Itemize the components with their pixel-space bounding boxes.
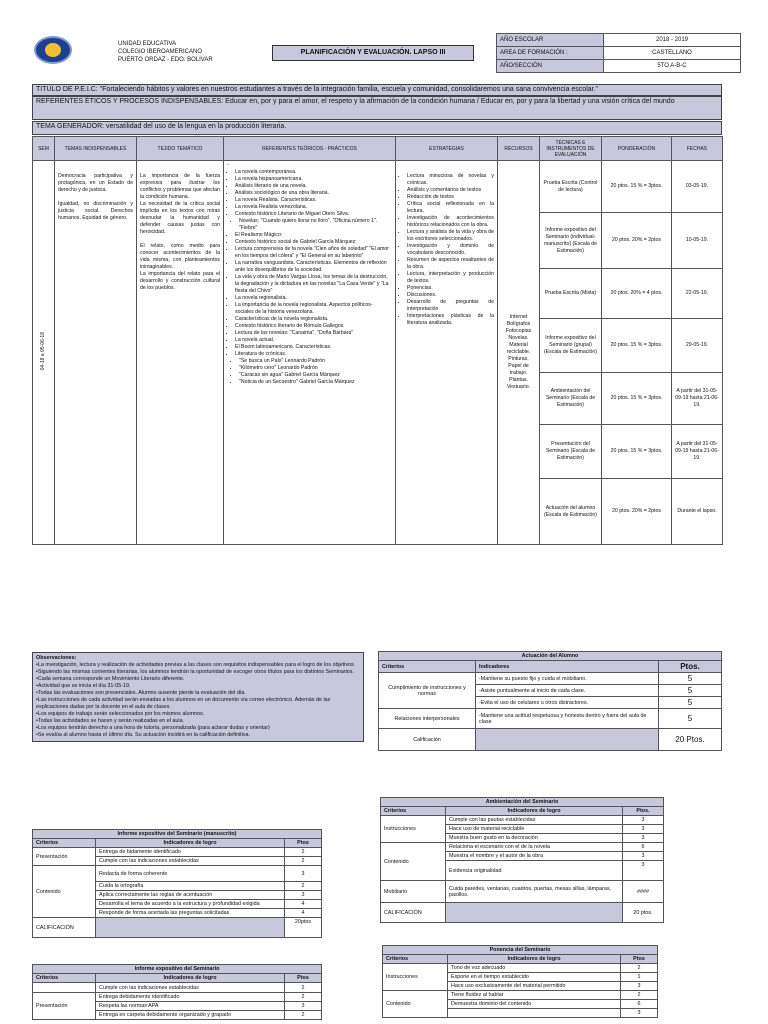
estrategia-item: • Crítica social reflexionada en la lectura. — [407, 201, 494, 215]
observacion-item: •La investigación, lectura y realización de actividades previas a las clases son requisitos indispensables para el logro de los objetivos. — [36, 662, 356, 668]
rubric-indicator: -Mantiene una actitud respetuosa y honesta dentro y fuera del aula de clase — [476, 709, 659, 729]
observaciones-title: Observaciones: — [36, 655, 77, 661]
rubric-empty — [476, 729, 659, 751]
observacion-item: •Todas las evaluaciones son presenciales. Alumno ausente pierde la evaluación del día. — [36, 690, 246, 696]
recursos-cell: Internet Bolígrafos Fotocopias Novelas. Material reciclable. Pinturas. Papel de trabajo. Plantas. Vestuario. — [498, 161, 540, 545]
rubric-criterion — [33, 983, 96, 993]
ambientacion-rubric — [380, 797, 664, 923]
rubric-col: Ptos. — [659, 661, 722, 673]
rubric-col: Indicadores de logro — [96, 974, 285, 983]
rubric-indicator: Entrega debidamente identificado — [96, 993, 285, 1002]
rubric-col: Criterios — [383, 955, 448, 964]
teorico-item: • La novela Realista venezolana. — [235, 204, 392, 211]
info-key: AREA DE FORMACIÓN : — [497, 47, 604, 60]
peic-band: TITULO DE P.E.I.C: "Fortaleciendo hábitos y valores en nuestros estudiantes a través de la integración familia, escuela y comunidad, consolidaremos una sana convivencia escolar." — [32, 84, 722, 96]
teorico-subitem: • "Noticia de un Secuestro" Gabriel García Márquez — [239, 379, 392, 386]
rubric-points: 2 — [621, 991, 658, 1000]
rubric-title: Actuación del Alumno — [379, 652, 722, 661]
col-header: ESTRATEGIAS — [396, 137, 498, 161]
rubric-points: 2 — [285, 857, 322, 866]
rubric-total: 20 ptos. — [623, 903, 664, 923]
teorico-item: • Contexto histórico Literario de Miguel Otero Silva. — [235, 211, 392, 218]
teorico-item: • Análisis literario de una novela. — [235, 183, 392, 190]
rubric-col: Criterios — [33, 839, 96, 848]
teorico-item: • Análisis sociológico de una obra literaria. — [235, 190, 392, 197]
teorico-item: • El Realismo Mágico: — [235, 232, 392, 239]
info-value: 5TO A-B-C — [604, 60, 741, 73]
rubric-criterion: Cumplimiento de instrucciones y normas — [379, 673, 476, 709]
col-header: SEM — [33, 137, 55, 161]
teorico-item: • La novela Realista. Características. — [235, 197, 392, 204]
rubric-indicator — [448, 1009, 621, 1018]
eval-date: 29-05-19. — [672, 319, 723, 373]
temas-cell — [55, 161, 137, 545]
manuscrito-rubric — [32, 829, 322, 938]
rubric-indicator: Desarrolla el tema de acuerdo a la estructura y profundidad exigida — [96, 900, 285, 909]
teorico-subitem: • Novelas: "Cuando quiero llorar no lloro", "Oficina número 1". "Fiebre" — [239, 218, 392, 232]
rubric-indicator: Muestra el nombre y el autor de la obra — [446, 852, 623, 861]
rubric-indicator: Tono de voz adecuado — [448, 964, 621, 973]
rubric-calif-label: CALIFICACIÓN — [33, 918, 96, 938]
eval-date: 03-05-19. — [672, 161, 723, 213]
teorico-item: • Contexto histórico literario de Rómulo Gallegos — [235, 323, 392, 330]
eval-technique: Presentación del Seminario (Escala de Estimación) — [540, 425, 602, 479]
rubric-points: 4 — [285, 900, 322, 909]
eval-technique: Prueba Escrita (Mixta) — [540, 269, 602, 319]
observacion-item: •Se evalúa al alumno hasta el último día. Su actuación incidirá en la calificación definitiva. — [36, 732, 251, 738]
eval-date: A partir del 31-05-09-19 hasta 21-06-19. — [672, 425, 723, 479]
rubric-indicator: Responde de forma acertada las preguntas solicitadas — [96, 909, 285, 918]
rubric-indicator: Evidencia originalidad — [446, 861, 623, 881]
rubric-indicator: Tiene fluidez al hablar — [448, 991, 621, 1000]
observacion-item: •Las instrucciones de cada actividad serán enviadas a los alumnos en un documento vía correo electrónico. Además de las explicaciones dadas por la docente en el aula de clases. — [36, 697, 331, 710]
rubric-indicator: -Evita el uso de celulares u otros distractores. — [476, 697, 659, 709]
rubric-points: 4 — [285, 909, 322, 918]
teorico-item: • La novela actual. — [235, 337, 392, 344]
rubric-col: Indicadores — [476, 661, 659, 673]
teorico-item: • La novela hispanoamericana. — [235, 176, 392, 183]
teorico-item: • La novela contemporánea. — [235, 169, 392, 176]
rubric-col: Ptos — [285, 839, 322, 848]
estrategia-item: • Interpretaciones plásticas de la literatura analizada. — [407, 313, 494, 327]
tema-band: TEMA GENERADOR: versatilidad del uso de la lengua en la producción literaria. — [32, 121, 722, 135]
rubric-indicator: Hace uso de material reciclable — [446, 825, 623, 834]
eval-date: A partir del 31-05-09-19 hasta 21-06-19. — [672, 373, 723, 425]
rubric-indicator: Muestra buen gusto en la decoración — [446, 834, 623, 843]
eval-weight: 20 ptos. 20% = 4 ptos. — [602, 269, 672, 319]
rubric-points: 5 — [659, 697, 722, 709]
rubric-points: 2 — [285, 1011, 322, 1020]
rubric-empty — [96, 918, 285, 938]
col-header: RECURSOS — [498, 137, 540, 161]
estrategia-item: • Redacción de textos — [407, 194, 494, 201]
rubric-title: Informe expositivo del Seminario (manuscrito) — [33, 830, 322, 839]
rubric-indicator: Entrega de bidamente identificado — [96, 848, 285, 857]
rubric-total: 20 Ptos. — [659, 729, 722, 751]
eval-date: 10-05-19. — [672, 213, 723, 269]
rubric-col: Ptos — [621, 955, 658, 964]
teorico-item: • Contexto histórico social de Gabriel García Márquez; — [235, 239, 392, 246]
estrategia-item: • Desarrollo de preguntas de interpretación — [407, 299, 494, 313]
col-header: PONDERACIÓN — [602, 137, 672, 161]
eval-technique: Informe expositivo del Seminario (individual-manuscrito) (Escala de Estimación) — [540, 213, 602, 269]
informe-rubric — [32, 964, 322, 1020]
rubric-points: 3 — [623, 834, 664, 843]
estrategia-item: • Discusiones. — [407, 292, 494, 299]
rubric-criterion: Mobiliario — [381, 881, 446, 903]
tejido-item: La necesidad de la crítica social implícita en los textos con miras desnudar la humanidad y defender causas justas con heroicidad. — [140, 201, 220, 235]
rubric-points: 1 — [621, 973, 658, 982]
rubric-indicator: Cumple con las indicaciones establecidas — [96, 983, 285, 993]
rubric-indicator: Expone en el tiempo establecido — [448, 973, 621, 982]
estrategia-item: • Lectura minuciosa de novelas y crónicas. — [407, 173, 494, 187]
eval-weight: 20 ptos. 15 % = 3ptos. — [602, 373, 672, 425]
estrategia-item: • Análisis y comentarios de textos — [407, 187, 494, 194]
rubric-col: Criterios — [381, 807, 446, 816]
school-logo — [34, 36, 72, 64]
rubric-points: 2 — [285, 848, 322, 857]
rubric-indicator: Relaciona el escenario con el de la novela — [446, 843, 623, 852]
rubric-points: 2 — [285, 882, 322, 891]
observacion-item: •Los equipos tendrán derecho a una hora de tutoría, personalizada (para aclarar dudas y orientar) — [36, 725, 270, 731]
teorico-item: • Lectura comprensiva de la novela "Cien años de soledad" "El amor en los tiempos del cólera" y "El General en su laberinto" — [235, 246, 392, 260]
eval-technique: Actuación del alumno (Escala de Estimación) — [540, 479, 602, 545]
rubric-points: 6 — [623, 843, 664, 852]
rubric-points: 3 — [285, 891, 322, 900]
rubric-col: Indicadores de logro — [96, 839, 285, 848]
tema-item: Igualdad, no discriminación y justicia social. Derechos humanos. Equidad de género. — [58, 201, 133, 221]
observacion-item: •Cada semana corresponde un Movimiento Literario diferente. — [36, 676, 185, 682]
rubric-indicator: Respeta las normas APA — [96, 1002, 285, 1011]
eval-weight: 20 ptos. 15 % = 3ptos. — [602, 425, 672, 479]
eval-technique: Prueba Escrita (Control de lectura) — [540, 161, 602, 213]
school-line: COLEGIO IBEROAMERICANO — [118, 49, 203, 55]
estrategia-item: • Investigación y dominio de vocabulario desconocido. — [407, 243, 494, 257]
eval-date: 22-05-19. — [672, 269, 723, 319]
rubric-points: 5 — [659, 673, 722, 685]
rubric-col: Indicadores de logro — [448, 955, 621, 964]
observacion-item: •Todas las actividades se hacen y serán realizadas en el aula. — [36, 718, 185, 724]
rubric-points: 6 — [621, 1000, 658, 1009]
teoricos-dash: - — [227, 162, 229, 168]
teorico-item: • Características de la novela regionalista. — [235, 316, 392, 323]
teorico-item: • El Boom latinoamericano. Características. — [235, 344, 392, 351]
teorico-item: • La novela regionalista. — [235, 295, 392, 302]
rubric-points: 2 — [621, 964, 658, 973]
rubric-criterion: Presentación — [33, 848, 96, 866]
teorico-item: • La importancia de la novela regionalista. Aspectos políticos- sociales de la historia venezolana. — [235, 302, 392, 316]
teorico-subitem: • "Kilómetro cero" Leonardo Padrón — [239, 365, 392, 372]
rubric-indicator: Cumple con las indicaciones establecidas — [96, 857, 285, 866]
rubric-col: Criterios — [33, 974, 96, 983]
estrategias-cell — [396, 161, 498, 545]
eval-weight: 20 ptos. 20% = 2ptos — [602, 479, 672, 545]
school-name — [118, 40, 213, 64]
rubric-title: Informe expositivo del Seminario — [33, 965, 322, 974]
tejido-item: La importancia del relato para el desarrollo y construcción cultural de los pueblos. — [140, 271, 220, 291]
estrategia-item: • Ponencias. — [407, 285, 494, 292]
tema-item: Democracia participativa y protagónica, en un Estado de derecho y de justicia. — [58, 173, 133, 193]
rubric-points: 2 — [285, 993, 322, 1002]
plan-title: PLANIFICACIÓN Y EVALUACIÓN. LAPSO III — [272, 45, 474, 61]
rubric-criterion: Relaciones interpersonales — [379, 709, 476, 729]
observaciones-box — [32, 652, 364, 742]
referentes-band: REFERENTES ÉTICOS Y PROCESOS INDISPENSABLES: Educar en, por y para el amor, el respeto y la afirmación de la condición humana / Educar en, por y para la libertad y una visión crítica del mundo — [32, 96, 722, 120]
rubric-indicator: -Mantiene su puesto fijo y cuida el mobiliario. — [476, 673, 659, 685]
teoricos-cell — [224, 161, 396, 545]
col-header: REFERENTES TEÓRICOS - PRÁCTICOS — [224, 137, 396, 161]
rubric-criterion: Contenido — [381, 843, 446, 881]
rubric-indicator: Demuestra dominio del contenido — [448, 1000, 621, 1009]
teorico-item: • La narrativa vanguardista. Características. Elementos de reflexión ante los desequilibrios de la sociedad. — [235, 260, 392, 274]
rubric-points: 3 — [621, 982, 658, 991]
rubric-col: Criterios — [379, 661, 476, 673]
planning-table — [32, 136, 723, 545]
rubric-points: 3 — [623, 852, 664, 861]
rubric-indicator: Cumple con las pautas establecidas — [446, 816, 623, 825]
col-header: TEJIDO TEMÁTICO — [137, 137, 224, 161]
eval-date: Durante el lapso. — [672, 479, 723, 545]
info-key: AÑO/SECCIÓN — [497, 60, 604, 73]
rubric-calif-label: CALIFICACIÓN — [381, 903, 446, 923]
eval-technique: Ambientación del Seminario (Escala de Estimación) — [540, 373, 602, 425]
rubric-points: 3 — [621, 1009, 658, 1018]
teorico-item: • Lectura de las novelas: "Canaima", "Doña Bárbara" — [235, 330, 392, 337]
rubric-col: Ptos. — [623, 807, 664, 816]
school-line: PUERTO ORDAZ - EDO. BOLIVAR — [118, 57, 213, 63]
rubric-criterion: Contenido — [33, 866, 96, 918]
rubric-criterion: Instrucciones — [381, 816, 446, 843]
rubric-points: 3 — [623, 825, 664, 834]
info-key: AÑO ESCOLAR — [497, 34, 604, 47]
info-table — [496, 33, 741, 73]
rubric-criterion: Instrucciones — [383, 964, 448, 991]
rubric-criterion: Contenido — [383, 991, 448, 1018]
eval-weight: 20 ptos. 20% = 2ptos — [602, 213, 672, 269]
observacion-item: •Los equipos de trabajo serán seleccionados por los mismos alumnos. — [36, 711, 205, 717]
info-value: CASTELLANO — [604, 47, 741, 60]
rubric-indicator: Entrega en carpeta debidamente organizado y grapado — [96, 1011, 285, 1020]
rubric-col: Indicadores de logro — [446, 807, 623, 816]
rubric-indicator: Hace uso exclusivamente del material permitido — [448, 982, 621, 991]
teorico-subitem: • "Caracas sin agua" Gabriel García Márquez — [239, 372, 392, 379]
actuacion-rubric — [378, 651, 722, 751]
teorico-item: • La vida y obra de Mario Vargas Llosa, los temas de la destrucción, la degradación y la dictadura en las novelas "La Casa Verde" y "La fiesta del Chivo" — [235, 274, 392, 295]
rubric-indicator: Cuida paredes, ventanas, cuadros, puertas, mesas sillas, lámparas, pasillos. — [446, 881, 623, 903]
rubric-criterion: Presentación — [33, 993, 96, 1020]
tejido-item: El relato, como medio para conocer acontecimientos de la vida misma, con planteamientos inimaginables. — [140, 243, 220, 270]
ponencia-rubric — [382, 945, 658, 1018]
rubric-col: Ptos — [285, 974, 322, 983]
estrategia-item: • Investigación de acontecimientos históricos relacionados con la obra. — [407, 215, 494, 229]
school-line: UNIDAD EDUCATIVA — [118, 41, 177, 47]
observacion-item: •Siguiendo las mismas corrientes literarias, los alumnos tendrán la oportunidad de escoger otros títulos para los distintos Seminarios. — [36, 669, 354, 675]
teorico-subitem: • "Se busca un País" Leonardo Padrón — [239, 358, 392, 365]
estrategia-item: • Lectura y análisis de la vida y obra de los escritores seleccionados. — [407, 229, 494, 243]
rubric-indicator: Redacta de forma coherente — [96, 866, 285, 882]
eval-weight: 20 ptos. 15 % = 3ptos. — [602, 161, 672, 213]
rubric-points: 3 — [623, 861, 664, 881]
col-header: FECHAS — [672, 137, 723, 161]
teorico-item: • Literatura de crónicas. — [235, 351, 392, 358]
info-value: 2018 - 2019 — [604, 34, 741, 47]
sem-cell — [33, 161, 55, 545]
rubric-points: #### — [623, 881, 664, 903]
sem-text: 04-18 a 05-06-18 — [40, 331, 46, 371]
tejido-item: La importancia de la fuerza expresiva para ilustrar los conflictos y problemas que afectan la condición humana. — [140, 173, 220, 200]
rubric-points: 2 — [285, 983, 322, 993]
eval-technique: Informe expositivo del Seminario (grupal) (Escala de Estimación) — [540, 319, 602, 373]
rubric-points: 5 — [659, 685, 722, 697]
rubric-indicator: -Asiste puntualmente al inicio de cada clase. — [476, 685, 659, 697]
rubric-points: 3 — [285, 866, 322, 882]
rubric-points: 3 — [285, 1002, 322, 1011]
rubric-calif-label: Calificación — [379, 729, 476, 751]
eval-weight: 20 ptos. 15 % = 3ptos. — [602, 319, 672, 373]
estrategia-item: • Resumen de aspectos resaltantes de la obra. — [407, 257, 494, 271]
tejido-cell — [137, 161, 224, 545]
rubric-title: Ponencia del Seminario — [383, 946, 658, 955]
rubric-indicator: Aplica correctamente las reglas de acentuación — [96, 891, 285, 900]
rubric-title: Ambientación del Seminario — [381, 798, 664, 807]
rubric-points: 3 — [623, 816, 664, 825]
rubric-indicator: Cuida la ortografía — [96, 882, 285, 891]
observacion-item: •Actividad que se inicia el día 31-05-19. — [36, 683, 131, 689]
rubric-total: 20ptos — [285, 918, 322, 938]
rubric-points: 5 — [659, 709, 722, 729]
estrategia-item: • Lectura, interpretación y producción de textos. — [407, 271, 494, 285]
rubric-empty — [446, 903, 623, 923]
col-header: TEMAS INDISPENSABLES — [55, 137, 137, 161]
col-header: TÉCNICAS E INSTRUMENTOS DE EVALUACIÓN — [540, 137, 602, 161]
